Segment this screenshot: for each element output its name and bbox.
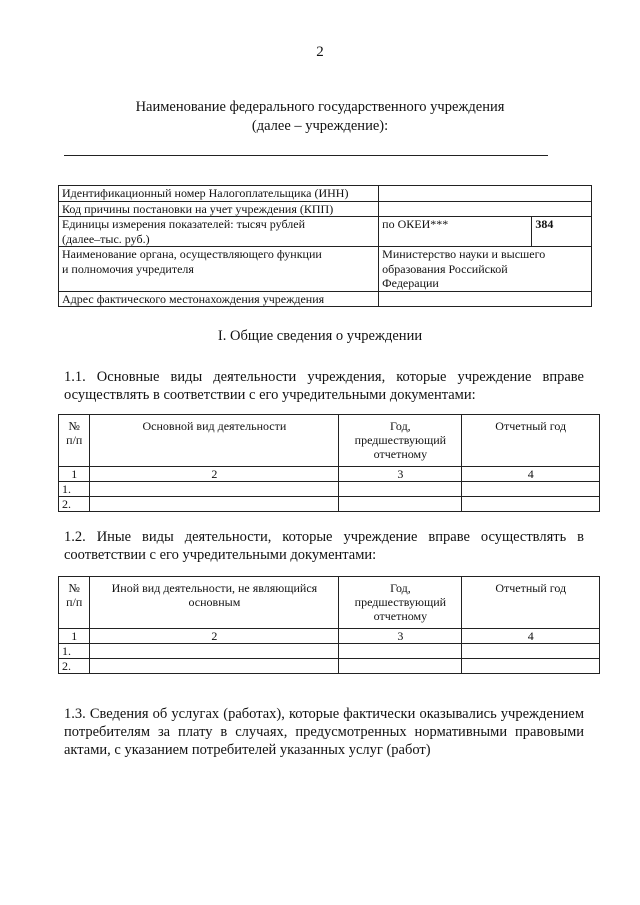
paragraph-1-2: 1.2. Иные виды деятельности, которые учреждение вправе осуществлять в соответствии с его учредительными документами: bbox=[64, 529, 584, 563]
document-heading bbox=[80, 98, 560, 136]
header-report-year: Отчетный год bbox=[462, 415, 600, 467]
header-number-line-2: п/п bbox=[66, 433, 83, 447]
header-previous-year-line-3: отчетному bbox=[373, 609, 428, 623]
row-number: 2. bbox=[59, 497, 90, 512]
institution-name-line bbox=[64, 155, 548, 156]
row-number: 1. bbox=[59, 482, 90, 497]
header-report-year: Отчетный год bbox=[462, 577, 600, 629]
column-number: 1 bbox=[59, 467, 90, 482]
okei-code: 384 bbox=[532, 217, 592, 247]
table-header-row bbox=[59, 577, 600, 629]
table-row bbox=[59, 482, 600, 497]
header-activity: Основной вид деятельности bbox=[90, 415, 339, 467]
page-number: 2 bbox=[316, 44, 324, 60]
address-value bbox=[379, 291, 592, 307]
column-number-row bbox=[59, 629, 600, 644]
authority-value bbox=[379, 247, 592, 292]
inn-row bbox=[59, 186, 592, 202]
section-title: I. Общие сведения о учреждении bbox=[217, 328, 423, 344]
heading-line-1: Наименование федерального государственного учреждения bbox=[135, 99, 505, 115]
table-cell bbox=[462, 659, 600, 674]
table-row bbox=[59, 644, 600, 659]
row-number: 2. bbox=[59, 659, 90, 674]
authority-label-line-2: и полномочия учредителя bbox=[62, 261, 194, 276]
authority-value-line-1: Министерство науки и высшего bbox=[382, 247, 546, 261]
header-number-line-1: № bbox=[68, 419, 80, 433]
table-cell bbox=[339, 644, 462, 659]
column-number-row bbox=[59, 467, 600, 482]
column-number: 3 bbox=[339, 629, 462, 644]
paragraph-1-3: 1.3. Сведения об услугах (работах), которые фактически оказывались учреждением потребителям за плату в случаях, предусмотренных нормативными правовыми актами, с указанием потребителей указанных услуг (работ) bbox=[64, 706, 584, 758]
column-number: 3 bbox=[339, 467, 462, 482]
header-previous-year-line-3: отчетному bbox=[373, 447, 428, 461]
header-number-line-2: п/п bbox=[66, 595, 83, 609]
okei-label: по ОКЕИ*** bbox=[379, 217, 532, 247]
inn-label: Идентификационный номер Налогоплательщика (ИНН) bbox=[59, 186, 379, 202]
table-cell bbox=[339, 482, 462, 497]
header-previous-year bbox=[339, 415, 462, 467]
header-activity-line-2: основным bbox=[188, 595, 241, 609]
header-previous-year-line-2: предшествующий bbox=[354, 595, 447, 609]
authority-value-line-3: Федерации bbox=[382, 276, 439, 290]
kpp-row bbox=[59, 201, 592, 217]
units-label bbox=[59, 217, 379, 247]
header-number bbox=[59, 415, 90, 467]
address-label: Адрес фактического местонахождения учреждения bbox=[59, 291, 379, 307]
paragraph-1-1: 1.1. Основные виды деятельности учреждения, которые учреждение вправе осуществлять в соответствии с его учредительными документами: bbox=[64, 369, 584, 403]
heading-line-2: (далее – учреждение): bbox=[251, 118, 389, 134]
institution-info-table bbox=[58, 185, 592, 307]
authority-label-line-1: Наименование органа, осуществляющего функции bbox=[62, 247, 322, 261]
column-number: 4 bbox=[462, 629, 600, 644]
table-cell bbox=[90, 497, 339, 512]
table-cell bbox=[462, 644, 600, 659]
authority-label bbox=[59, 247, 379, 292]
header-activity bbox=[90, 577, 339, 629]
table-cell bbox=[90, 659, 339, 674]
authority-value-line-2: образования Российской bbox=[382, 261, 508, 276]
units-label-line-2: (далее–тыс. руб.) bbox=[62, 231, 150, 246]
table-header-row bbox=[59, 415, 600, 467]
other-activities-table bbox=[58, 576, 600, 674]
column-number: 2 bbox=[90, 629, 339, 644]
table-cell bbox=[462, 497, 600, 512]
table-row bbox=[59, 659, 600, 674]
inn-value bbox=[379, 186, 592, 202]
header-previous-year-line-2: предшествующий bbox=[354, 433, 447, 447]
units-row bbox=[59, 217, 592, 247]
column-number: 1 bbox=[59, 629, 90, 644]
column-number: 4 bbox=[462, 467, 600, 482]
header-previous-year-line-1: Год, bbox=[390, 419, 411, 433]
header-previous-year bbox=[339, 577, 462, 629]
address-row bbox=[59, 291, 592, 307]
authority-row bbox=[59, 247, 592, 292]
column-number: 2 bbox=[90, 467, 339, 482]
header-number-line-1: № bbox=[68, 581, 80, 595]
kpp-label: Код причины постановки на учет учреждения (КПП) bbox=[59, 201, 379, 217]
main-activities-table bbox=[58, 414, 600, 512]
row-number: 1. bbox=[59, 644, 90, 659]
table-cell bbox=[90, 482, 339, 497]
table-cell bbox=[339, 497, 462, 512]
header-activity-line-1: Иной вид деятельности, не являющийся bbox=[111, 581, 318, 595]
table-cell bbox=[90, 644, 339, 659]
units-label-line-1: Единицы измерения показателей: тысяч рублей bbox=[62, 217, 305, 231]
table-row bbox=[59, 497, 600, 512]
table-cell bbox=[339, 659, 462, 674]
table-cell bbox=[462, 482, 600, 497]
header-number bbox=[59, 577, 90, 629]
kpp-value bbox=[379, 201, 592, 217]
header-previous-year-line-1: Год, bbox=[390, 581, 411, 595]
